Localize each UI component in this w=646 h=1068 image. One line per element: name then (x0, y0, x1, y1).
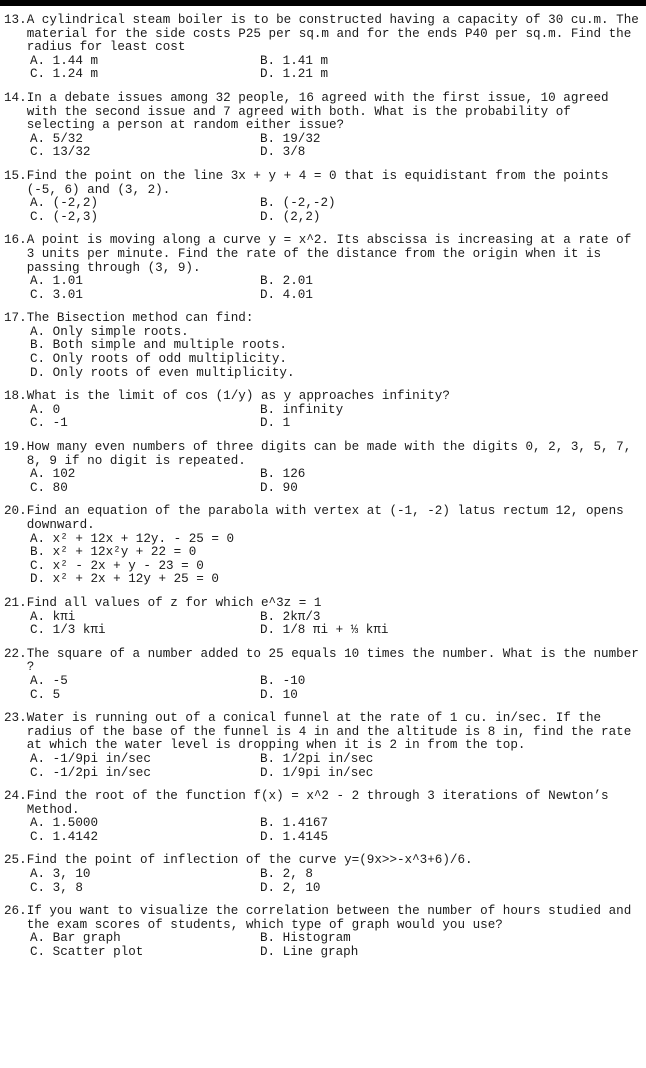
choice-c: C. 5 (30, 687, 61, 702)
question-text: What is the limit of cos (1/y) as y approaches infinity? (26, 389, 450, 404)
question-15 (4, 170, 644, 224)
choice-c: C. 80 (30, 480, 68, 495)
choices (4, 753, 644, 780)
choices (4, 404, 644, 431)
choice-d: D. 1/8 πi + ⅓ kπi (260, 623, 389, 638)
choice-a: A. 5/32 (30, 131, 83, 146)
choice-a: A. (-2,2) (30, 196, 99, 211)
choice-c: C. 3.01 (30, 287, 83, 302)
choice-b: B. 2.01 (260, 274, 313, 289)
choice-b: B. 2, 8 (260, 867, 313, 882)
question-16 (4, 234, 644, 302)
choice-c: C. Only roots of odd multiplicity. (30, 352, 287, 367)
choice-b: B. x² + 12x²y + 22 = 0 (30, 545, 197, 560)
choice-a: A. 1.44 m (30, 53, 99, 68)
question-24 (4, 790, 644, 844)
choice-d: D. 90 (260, 480, 298, 495)
question-17 (4, 312, 644, 380)
choice-d: D. Line graph (260, 945, 359, 960)
choice-d: D. 1.21 m (260, 67, 329, 82)
choice-c: C. 1/3 kπi (30, 623, 106, 638)
choice-b: B. infinity (260, 402, 344, 417)
question-18 (4, 390, 644, 431)
choice-c: C. 1.4142 (30, 829, 99, 844)
choices (4, 868, 644, 895)
question-22 (4, 648, 644, 702)
question-number: 26. (4, 904, 27, 919)
question-23 (4, 712, 644, 780)
choices (4, 533, 644, 587)
question-text: If you want to visualize the correlation between the number of hours studied and the exam scores of students, which type of graph would you use? (26, 904, 632, 932)
question-13 (4, 14, 644, 82)
choice-b: B. 2kπ/3 (260, 609, 321, 624)
choice-a: A. 1.01 (30, 274, 83, 289)
choice-c: C. 1.24 m (30, 67, 99, 82)
question-text: A point is moving along a curve y = x^2. Its abscissa is increasing at a rate of 3 units per minute. Find the rate of the distance from the origin when it is passing through (3, 9). (26, 233, 632, 275)
choice-c: C. 13/32 (30, 145, 91, 160)
choice-a: A. Bar graph (30, 931, 121, 946)
question-text: Find the root of the function f(x) = x^2 - 2 through 3 iterations of Newton’s Method. (26, 789, 609, 817)
choices (4, 133, 644, 160)
choices (4, 275, 644, 302)
choice-d: D. x² + 2x + 12y + 25 = 0 (30, 572, 219, 587)
question-text: Find an equation of the parabola with vertex at (-1, -2) latus rectum 12, opens downward. (26, 504, 624, 532)
question-26 (4, 905, 644, 959)
choice-a: A. -5 (30, 673, 68, 688)
choice-b: B. 126 (260, 467, 306, 482)
choices (4, 611, 644, 638)
choice-d: D. 2, 10 (260, 880, 321, 895)
question-number: 14. (4, 90, 27, 105)
choice-b: B. 19/32 (260, 131, 321, 146)
choice-a: A. Only simple roots. (30, 324, 189, 339)
question-number: 22. (4, 646, 27, 661)
question-number: 13. (4, 13, 27, 27)
question-number: 25. (4, 853, 27, 868)
question-number: 19. (4, 440, 27, 455)
choices (4, 326, 644, 380)
choice-a: A. x² + 12x + 12y. - 25 = 0 (30, 531, 235, 546)
choices (4, 468, 644, 495)
question-text: Water is running out of a conical funnel at the rate of 1 cu. in/sec. If the radius of the base of the funnel is 4 in and the altitude is 8 in, find the rate at which the water level is dropping when it is 2 in from the top. (26, 711, 632, 753)
choice-a: A. 3, 10 (30, 867, 91, 882)
question-text: The Bisection method can find: (26, 311, 254, 326)
choice-a: A. 102 (30, 467, 76, 482)
question-text: Find all values of z for which e^3z = 1 (26, 595, 322, 610)
choice-b: B. Both simple and multiple roots. (30, 338, 287, 353)
choices (4, 197, 644, 224)
question-text: Find the point on the line 3x + y + 4 = 0 that is equidistant from the points (-5, 6) and (3, 2). (26, 168, 609, 197)
top-border (0, 0, 646, 6)
choice-c: C. 3, 8 (30, 880, 83, 895)
question-number: 17. (4, 311, 27, 326)
choice-c: C. -1 (30, 416, 68, 431)
question-text: In a debate issues among 32 people, 16 agreed with the first issue, 10 agreed with the second issue and 7 agreed with both. What is the probability of selecting a person at random either issue? (26, 90, 609, 133)
question-number: 24. (4, 789, 27, 804)
choice-b: B. 1.4167 (260, 816, 329, 831)
choice-d: D. 10 (260, 687, 298, 702)
choice-b: B. 1.41 m (260, 53, 329, 68)
choices (4, 675, 644, 702)
choices (4, 817, 644, 844)
question-number: 21. (4, 595, 27, 610)
choice-d: D. (2,2) (260, 209, 321, 224)
choice-b: B. -10 (260, 673, 306, 688)
question-25 (4, 854, 644, 895)
question-text: A cylindrical steam boiler is to be constructed having a capacity of 30 cu.m. The material for the side costs P25 per sq.m and for the ends P40 per sq.m. Find the radius for least cost (26, 13, 639, 55)
question-14 (4, 92, 644, 160)
choice-c: C. -1/2pi in/sec (30, 765, 151, 780)
choice-b: B. (-2,-2) (260, 196, 336, 211)
choice-d: D. 1.4145 (260, 829, 329, 844)
choice-b: B. Histogram (260, 931, 351, 946)
choice-c: C. (-2,3) (30, 209, 99, 224)
question-number: 23. (4, 711, 27, 726)
question-sheet (4, 14, 644, 970)
question-number: 16. (4, 233, 27, 248)
question-number: 20. (4, 504, 27, 519)
choices (4, 55, 644, 82)
question-text: How many even numbers of three digits can be made with the digits 0, 2, 3, 5, 7, 8, 9 if no digit is repeated. (26, 440, 632, 468)
choice-c: C. x² - 2x + y - 23 = 0 (30, 558, 204, 573)
choice-a: A. kπi (30, 609, 76, 624)
question-21 (4, 597, 644, 638)
choice-d: D. Only roots of even multiplicity. (30, 365, 295, 380)
question-19 (4, 441, 644, 495)
choice-c: C. Scatter plot (30, 945, 144, 960)
question-number: 15. (4, 168, 27, 183)
choice-d: D. 1/9pi in/sec (260, 765, 374, 780)
choice-d: D. 4.01 (260, 287, 313, 302)
choice-d: D. 1 (260, 416, 291, 431)
question-text: Find the point of inflection of the curve y=(9x>>-x^3+6)/6. (26, 853, 473, 868)
question-20 (4, 505, 644, 587)
question-text: The square of a number added to 25 equals 10 times the number. What is the number ? (26, 646, 639, 675)
choice-a: A. 0 (30, 402, 61, 417)
choice-a: A. -1/9pi in/sec (30, 751, 151, 766)
question-number: 18. (4, 389, 27, 404)
choice-b: B. 1/2pi in/sec (260, 751, 374, 766)
choice-d: D. 3/8 (260, 145, 306, 160)
choices (4, 932, 644, 959)
choice-a: A. 1.5000 (30, 816, 99, 831)
